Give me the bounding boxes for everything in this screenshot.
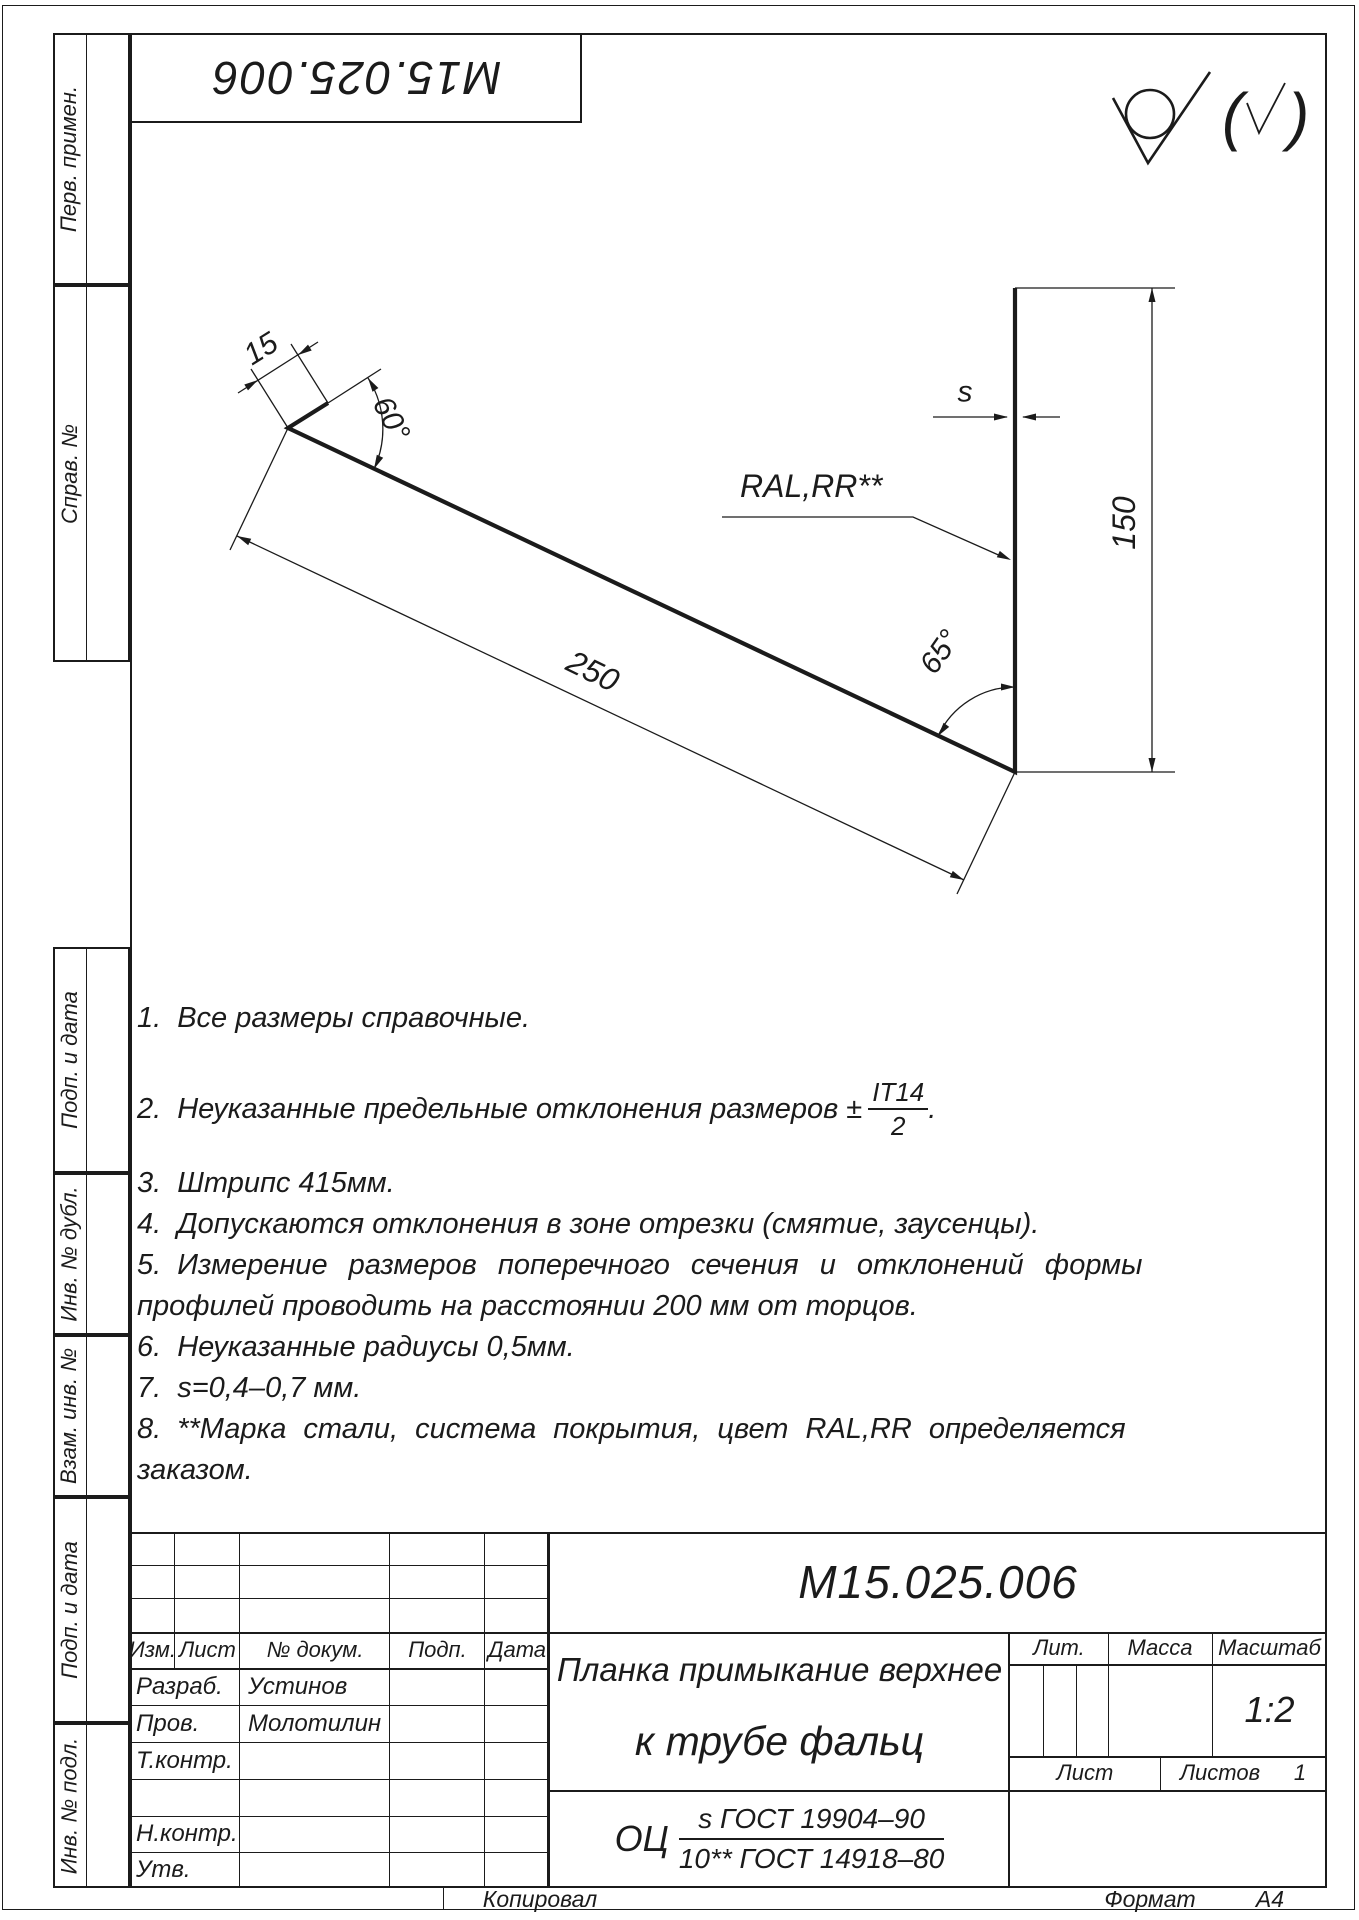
- ext-line: [251, 369, 288, 428]
- margin-cell-inv-podl: [53, 1723, 130, 1888]
- tb-sheets-label: Листов: [1179, 1760, 1261, 1785]
- margin-cell-divider: [86, 1337, 87, 1495]
- margin-cell-divider: [86, 1499, 87, 1721]
- dim-line-250: [237, 536, 967, 880]
- margin-label: Перв. примен.: [56, 85, 82, 233]
- tb-header-list: Лист: [179, 1637, 236, 1662]
- note-line: [137, 1409, 1126, 1450]
- footer-format-value: А4: [1255, 1885, 1285, 1912]
- arrowhead: [237, 536, 251, 545]
- dim-text-flange: 15: [238, 326, 284, 372]
- tb-title-line2: к трубе фальц: [634, 1717, 925, 1764]
- note-text: **Марка стали, система покрытия, цвет RAL,RR определяется: [177, 1413, 1126, 1445]
- tb-material: [549, 1790, 1010, 1888]
- note-number: 2.: [137, 1092, 162, 1125]
- arrowhead: [994, 414, 1008, 421]
- note-line: [137, 1286, 1102, 1327]
- material-fraction: $\frac{\text{s ГОСТ 19904–90}}{\text{10** ГОСТ 14918–80}}$: [678, 1803, 945, 1874]
- note-number: 4.: [137, 1208, 162, 1240]
- tb-line: [1076, 1664, 1077, 1756]
- dim-text-bend-angle-bottom: 65°: [913, 623, 967, 681]
- tb-header-izm: Изм.: [129, 1637, 176, 1662]
- tb-line: [484, 1532, 485, 1888]
- profile-outline: [288, 288, 1015, 772]
- arrowhead: [374, 455, 383, 469]
- arrowhead: [244, 380, 258, 390]
- margin-cell-divider: [86, 1725, 87, 1886]
- margin-cell-divider: [86, 1175, 87, 1333]
- margin-label: Справ. №: [56, 423, 82, 524]
- tb-header-ndokum: № докум.: [266, 1637, 364, 1662]
- note-line: [137, 998, 1102, 1039]
- note-line: [137, 1073, 1102, 1145]
- svg-text:): ): [1288, 80, 1310, 152]
- dim-text-length: 250: [561, 643, 625, 699]
- tb-header-data: Дата: [487, 1637, 547, 1662]
- tolerance-fraction: $\frac{IT14}{2}$: [868, 1077, 928, 1141]
- arrowhead: [1022, 414, 1036, 421]
- tb-row-value: Молотилин: [248, 1709, 382, 1737]
- note-text: Допускаются отклонения в зоне отрезки (смятие, заусенцы).: [177, 1208, 1040, 1240]
- top-stamp-doc-number: М15.025.006: [210, 52, 502, 104]
- margin-cell-vzam-inv: [53, 1335, 130, 1497]
- tb-header-podp: Подп.: [408, 1637, 467, 1662]
- note-text: s=0,4–0,7 мм.: [177, 1372, 362, 1404]
- surface-finish-icon: [1113, 72, 1210, 163]
- tb-row-label: Н.контр.: [136, 1820, 238, 1847]
- leader-line: [722, 517, 1003, 557]
- note-number: 8.: [137, 1413, 162, 1445]
- note-text: профилей проводить на расстоянии 200 мм от торцов.: [137, 1290, 918, 1322]
- tb-line: [1043, 1664, 1044, 1756]
- margin-label: Инв. № дубл.: [56, 1186, 82, 1322]
- tb-row-label: Т.контр.: [136, 1746, 233, 1774]
- material-prefix: ОЦ: [614, 1818, 669, 1859]
- note-number: 5.: [137, 1249, 162, 1281]
- arrowhead: [1149, 758, 1156, 772]
- margin-label: Взам. инв. №: [56, 1347, 82, 1485]
- svg-text:(: (: [1222, 80, 1244, 152]
- dim-text-bend-angle-top: 60°: [365, 391, 417, 447]
- note-number: 6.: [137, 1331, 162, 1363]
- tb-line: [130, 1598, 549, 1599]
- tb-scale-label: Масштаб: [1218, 1635, 1321, 1660]
- tb-sheets-value: 1: [1293, 1760, 1307, 1785]
- angle-arc-65: [938, 687, 1015, 736]
- note-line: [137, 1368, 1102, 1409]
- note-line: [137, 1450, 1102, 1491]
- note-text: заказом.: [137, 1454, 253, 1486]
- tb-line: [130, 1565, 549, 1566]
- note-line: [137, 1327, 1102, 1368]
- coating-label: RAL,RR**: [740, 468, 883, 504]
- dim-text-height: 150: [1106, 496, 1142, 550]
- tb-doc-number: М15.025.006: [798, 1556, 1078, 1608]
- arrowhead: [298, 345, 312, 355]
- margin-cell-inv-dubl: [53, 1173, 130, 1335]
- tb-title-line1: Планка примыкание верхнее: [556, 1651, 1003, 1688]
- note-text: Все размеры справочные.: [177, 1002, 531, 1034]
- tb-row-value: Устинов: [248, 1672, 348, 1700]
- notes-block: [137, 998, 1143, 1491]
- arrowhead: [950, 871, 964, 880]
- arrowhead: [997, 551, 1011, 560]
- ext-line: [230, 428, 288, 550]
- tb-line: [130, 1779, 549, 1780]
- footer-copied-label: Копировал: [482, 1885, 598, 1912]
- note-number: 1.: [137, 1002, 162, 1034]
- note-text: Неуказанные предельные отклонения размеров ±: [177, 1092, 863, 1125]
- tb-row-label: Утв.: [136, 1856, 191, 1883]
- note-text: Неуказанные радиусы 0,5мм.: [177, 1331, 575, 1363]
- note-number: 7.: [137, 1372, 162, 1404]
- ext-line: [291, 344, 328, 403]
- note-line: [137, 1245, 1143, 1286]
- tb-sheet-label: Лист: [1056, 1760, 1114, 1785]
- ext-line: [957, 772, 1015, 894]
- note-text: Измерение размеров поперечного сечения и отклонений формы: [177, 1249, 1143, 1281]
- note-line: [137, 1204, 1102, 1245]
- bracket-check-icon: [1222, 80, 1309, 152]
- tb-row-label: Разраб.: [136, 1672, 223, 1700]
- margin-label: Подп. и дата: [56, 991, 82, 1129]
- margin-label: Инв. № подл.: [56, 1737, 82, 1874]
- margin-cell-podp-data-2: [53, 1497, 130, 1723]
- dim-text-thickness: s: [957, 375, 973, 409]
- tb-row-label: Пров.: [136, 1709, 200, 1737]
- tb-line: [389, 1532, 390, 1888]
- tb-scale-value: 1:2: [1244, 1689, 1295, 1730]
- note-line: [137, 1163, 1102, 1204]
- arrowhead: [938, 723, 949, 736]
- note-suffix: .: [928, 1092, 937, 1125]
- arrowhead: [368, 378, 378, 392]
- tb-lit-label: Лит.: [1033, 1635, 1085, 1660]
- margin-label: Подп. и дата: [56, 1541, 82, 1679]
- note-text: Штрипс 415мм.: [177, 1167, 395, 1199]
- arrowhead: [1149, 288, 1156, 302]
- footer-format-label: Формат: [1104, 1885, 1196, 1912]
- note-number: 3.: [137, 1167, 162, 1199]
- tb-mass-label: Масса: [1127, 1635, 1193, 1660]
